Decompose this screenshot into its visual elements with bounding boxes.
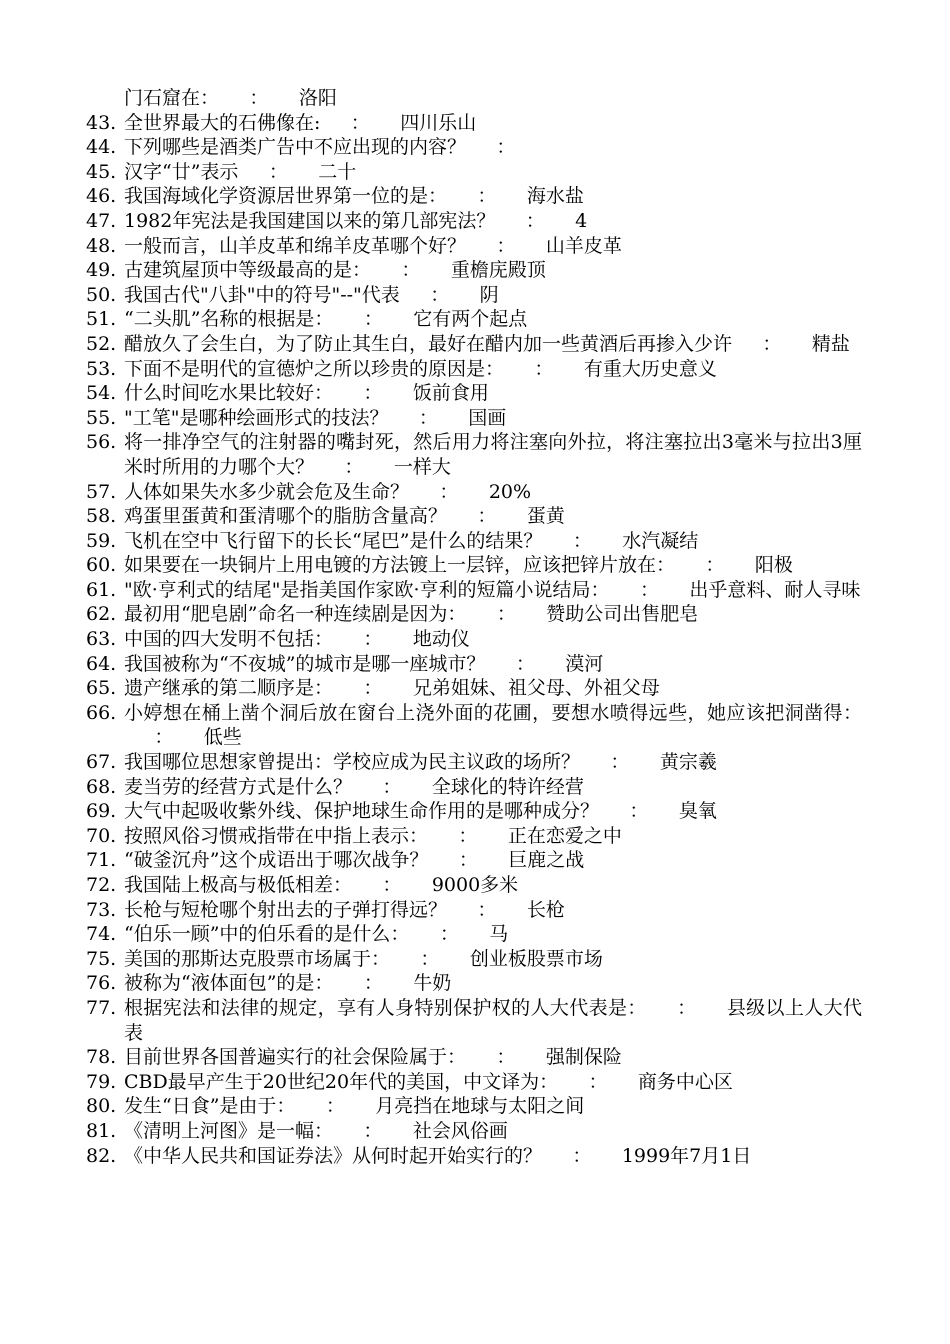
list-item	[86, 406, 862, 431]
answer-separator: ：	[762, 332, 782, 355]
item-number: 82.	[86, 1144, 117, 1167]
question-text: 醋放久了会生白，为了防止其生白，最好在醋内加一些黄酒后再掺入少许	[124, 332, 733, 355]
answer-separator: ：	[534, 357, 554, 380]
item-content	[124, 86, 862, 111]
answer-separator: ：	[363, 382, 383, 405]
answer-text: 洛阳	[298, 87, 337, 109]
question-text: 下列哪些是酒类广告中不应出现的内容？	[124, 136, 467, 159]
item-content	[124, 430, 862, 479]
item-number: 47.	[86, 209, 117, 232]
question-text: 古建筑屋顶中等级最高的是：	[124, 259, 372, 282]
item-content	[124, 627, 862, 652]
list-item	[86, 209, 862, 234]
question-text: 什么时间吃水果比较好：	[124, 382, 334, 405]
answer-separator: ：	[439, 480, 459, 503]
answer-text: 月亮挡在地球与太阳之间	[375, 1095, 585, 1118]
item-number: 58.	[86, 505, 117, 528]
item-content	[124, 184, 862, 209]
item-content	[124, 209, 862, 234]
question-text: 门石窟在：	[124, 87, 220, 109]
question-text: “伯乐一顾”中的伯乐看的是什么：	[124, 923, 410, 946]
item-content	[124, 1094, 862, 1119]
answer-text: 20%	[488, 480, 532, 503]
item-number: 71.	[86, 849, 117, 872]
question-text: 将一排净空气的注射器的嘴封死，然后用力将注塞向外拉，将注塞拉出3毫米与拉出3厘米时所用的力哪个大？	[124, 431, 862, 478]
answer-separator: ：	[572, 1144, 592, 1167]
item-content	[124, 602, 862, 627]
answer-text: 正在恋爱之中	[507, 824, 622, 847]
question-text: 发生“日食”是由于：	[124, 1095, 296, 1118]
answer-separator: ：	[639, 578, 659, 601]
item-content	[124, 111, 862, 136]
item-number: 51.	[86, 308, 117, 331]
answer-text: 长枪	[526, 898, 565, 921]
answer-separator: ：	[496, 234, 516, 257]
answer-text: 强制保险	[545, 1046, 622, 1069]
item-content	[124, 332, 862, 357]
item-number: 74.	[86, 923, 117, 946]
question-text: 小婷想在桶上凿个洞后放在窗台上浇外面的花圃，要想水喷得远些，她应该把洞凿得：	[124, 701, 862, 724]
answer-text: 商务中心区	[637, 1070, 733, 1093]
answer-text: 赞助公司出售肥皂	[546, 603, 699, 626]
answer-text: 出乎意料、耐人寻味	[689, 578, 861, 601]
question-text: 1982年宪法是我国建国以来的第几部宪法？	[124, 209, 496, 232]
item-number: 64.	[86, 652, 117, 675]
item-number: 50.	[86, 283, 117, 306]
answer-separator: ：	[363, 1119, 383, 1142]
answer-text: 创业板股票市场	[469, 947, 603, 970]
item-number: 61.	[86, 578, 117, 601]
item-number: 66.	[86, 701, 117, 724]
list-item	[86, 529, 862, 554]
item-number: 52.	[86, 332, 117, 355]
answer-separator: ：	[439, 923, 459, 946]
list-item	[86, 135, 862, 160]
item-number: 73.	[86, 898, 117, 921]
item-content	[124, 799, 862, 824]
answer-text: 阳极	[754, 554, 793, 577]
item-content	[124, 971, 862, 996]
list-item	[86, 160, 862, 185]
item-number: 44.	[86, 136, 117, 159]
question-text: 我国海域化学资源居世界第一位的是：	[124, 185, 448, 208]
answer-separator: ：	[350, 111, 370, 134]
item-number: 56.	[86, 431, 117, 454]
answer-text: 4	[575, 209, 588, 232]
answer-separator: ：	[363, 972, 383, 995]
item-number: 79.	[86, 1070, 117, 1093]
list-item	[86, 553, 862, 578]
answer-separator: ：	[572, 529, 592, 552]
list-item	[86, 258, 862, 283]
answer-text: 山羊皮革	[545, 234, 622, 257]
question-text: 人体如果失水多少就会危及生命？	[124, 480, 410, 503]
answer-text: 马	[489, 923, 509, 946]
answer-text: 漠河	[565, 652, 604, 675]
list-item	[86, 332, 862, 357]
question-text: "欧·亨利式的结尾"是指美国作家欧·亨利的短篇小说结局：	[124, 578, 610, 601]
list-item	[86, 996, 862, 1045]
question-text: 最初用“肥皂剧”命名一种连续剧是因为：	[124, 603, 467, 626]
item-number: 65.	[86, 677, 117, 700]
item-number: 76.	[86, 972, 117, 995]
item-content	[124, 406, 862, 431]
question-text: 遗产继承的第二顺序是：	[124, 677, 334, 700]
list-item	[86, 701, 862, 750]
item-number: 60.	[86, 554, 117, 577]
answer-separator: ：	[677, 996, 697, 1019]
answer-separator: ：	[154, 726, 174, 749]
list-item	[86, 676, 862, 701]
answer-text: 水汽凝结	[622, 529, 699, 552]
item-content	[124, 775, 862, 800]
answer-separator: ：	[363, 628, 383, 651]
item-content	[124, 848, 862, 873]
item-number: 49.	[86, 259, 117, 282]
answer-text: 海水盐	[526, 185, 584, 208]
answer-separator: ：	[344, 455, 364, 478]
item-number: 67.	[86, 751, 117, 774]
question-text: 美国的那斯达克股票市场属于：	[124, 947, 391, 970]
item-content	[124, 135, 862, 160]
list-item	[86, 504, 862, 529]
question-text: 中国的四大发明不包括：	[124, 628, 334, 651]
answer-separator: ：	[525, 209, 545, 232]
answer-separator: ：	[477, 505, 497, 528]
question-text: 《中华人民共和国证券法》从何时起开始实行的？	[124, 1144, 543, 1167]
item-content	[124, 357, 862, 382]
question-text: 下面不是明代的宣德炉之所以珍贵的原因是：	[124, 357, 505, 380]
item-number: 57.	[86, 480, 117, 503]
list-item	[86, 1070, 862, 1095]
question-text: 汉字“廿”表示	[124, 160, 239, 183]
answer-separator: ：	[477, 898, 497, 921]
list-item	[86, 922, 862, 947]
list-item	[86, 775, 862, 800]
item-content	[124, 504, 862, 529]
item-content	[124, 1144, 862, 1169]
list-item	[86, 234, 862, 259]
answer-text: 它有两个起点	[413, 308, 528, 331]
answer-separator: ：	[496, 1046, 516, 1069]
question-text: 目前世界各国普遍实行的社会保险属于：	[124, 1046, 467, 1069]
answer-text: 黄宗羲	[659, 751, 717, 774]
answer-text: 9000多米	[431, 874, 519, 896]
list-item	[86, 898, 862, 923]
question-text: 《清明上河图》是一幅：	[124, 1119, 334, 1142]
item-content	[124, 922, 862, 947]
answer-separator: ：	[382, 874, 402, 896]
question-list	[86, 86, 862, 1168]
item-content	[124, 750, 862, 775]
list-item	[86, 86, 862, 111]
item-number: 69.	[86, 800, 117, 823]
answer-separator: ：	[496, 603, 516, 626]
answer-text: 牛奶	[413, 972, 452, 995]
list-item	[86, 578, 862, 603]
question-text: 被称为“液体面包”的是：	[124, 972, 334, 995]
list-item	[86, 307, 862, 332]
answer-separator: ：	[458, 824, 478, 847]
answer-text: 有重大历史意义	[583, 357, 717, 380]
answer-separator: ：	[629, 800, 649, 823]
list-item	[86, 1045, 862, 1070]
answer-separator: ：	[610, 751, 630, 774]
item-content	[124, 480, 862, 505]
item-content	[124, 1045, 862, 1070]
answer-text: 社会风俗画	[412, 1119, 508, 1142]
item-content	[124, 701, 862, 750]
question-text: “二头肌”名称的根据是：	[124, 308, 334, 331]
answer-separator: ：	[401, 259, 421, 282]
question-text: CBD最早产生于20世纪20年代的美国，中文译为：	[124, 1070, 559, 1093]
answer-separator: ：	[268, 160, 288, 183]
item-number: 78.	[86, 1046, 117, 1069]
item-number: 45.	[86, 160, 117, 183]
answer-text: 蛋黄	[526, 505, 565, 528]
list-item	[86, 381, 862, 406]
item-content	[124, 676, 862, 701]
answer-text: 兄弟姐妹、祖父母、外祖父母	[412, 677, 660, 700]
item-number: 75.	[86, 947, 117, 970]
answer-text: 臭氧	[678, 800, 717, 823]
item-number: 77.	[86, 996, 117, 1019]
question-text: "工笔"是哪种绘画形式的技法？	[124, 406, 389, 429]
answer-text: 精盐	[811, 332, 850, 355]
answer-separator: ：	[477, 185, 497, 208]
answer-text: 重檐庑殿顶	[450, 259, 546, 282]
answer-text: 地动仪	[412, 628, 470, 651]
item-content	[124, 1119, 862, 1144]
item-number: 62.	[86, 603, 117, 626]
list-item	[86, 750, 862, 775]
answer-text: 县级以上人大代表	[124, 996, 862, 1044]
item-content	[124, 824, 862, 849]
item-number: 68.	[86, 775, 117, 798]
answer-separator: ：	[249, 87, 269, 109]
list-item	[86, 627, 862, 652]
item-content	[124, 578, 862, 603]
question-text: 根据宪法和法律的规定，享有人身特别保护权的人大代表是：	[124, 996, 647, 1019]
list-item	[86, 480, 862, 505]
item-number: 70.	[86, 824, 117, 847]
answer-text: 饭前食用	[412, 382, 489, 405]
question-text: 我国被称为“不夜城”的城市是哪一座城市？	[124, 652, 486, 675]
list-item	[86, 848, 862, 873]
answer-separator: ：	[418, 406, 438, 429]
answer-separator: ：	[496, 136, 516, 159]
list-item	[86, 357, 862, 382]
list-item	[86, 824, 862, 849]
list-item	[86, 1144, 862, 1169]
item-content	[124, 652, 862, 677]
list-item	[86, 799, 862, 824]
answer-separator: ：	[363, 677, 383, 700]
item-number: 53.	[86, 357, 117, 380]
answer-text: 四川乐山	[400, 111, 477, 134]
question-text: 我国古代"八卦"中的符号"--"代表	[124, 283, 400, 306]
list-item	[86, 111, 862, 136]
item-number: 80.	[86, 1095, 117, 1118]
question-text: 大气中起吸收紫外线、保护地球生命作用的是哪种成分？	[124, 800, 600, 823]
answer-separator: ：	[363, 308, 383, 331]
answer-separator: ：	[430, 283, 450, 306]
answer-separator: ：	[588, 1070, 608, 1093]
question-text: 长枪与短枪哪个射出去的子弹打得远？	[124, 898, 448, 921]
item-content	[124, 160, 862, 185]
answer-separator: ：	[458, 849, 478, 872]
answer-text: 二十	[318, 160, 357, 183]
question-text: 麦当劳的经营方式是什么？	[124, 775, 353, 798]
answer-text: 低些	[203, 726, 242, 749]
list-item	[86, 283, 862, 308]
question-text: 按照风俗习惯戒指带在中指上表示：	[124, 824, 429, 847]
item-number: 59.	[86, 529, 117, 552]
list-item	[86, 1094, 862, 1119]
answer-text: 1999年7月1日	[621, 1144, 752, 1167]
item-number: 43.	[86, 111, 117, 134]
item-content	[124, 947, 862, 972]
item-content	[124, 234, 862, 259]
item-number: 54.	[86, 382, 117, 405]
question-text: 我国哪位思想家曾提出：学校应成为民主议政的场所？	[124, 751, 581, 774]
list-item	[86, 1119, 862, 1144]
answer-separator: ：	[382, 775, 402, 798]
list-item	[86, 184, 862, 209]
item-number: 72.	[86, 874, 117, 896]
question-text: 一般而言，山羊皮革和绵羊皮革哪个好？	[124, 234, 467, 257]
item-number: 46.	[86, 185, 117, 208]
answer-text: 一样大	[393, 455, 451, 478]
answer-separator: ：	[705, 554, 725, 577]
question-text: “破釜沉舟”这个成语出于哪次战争？	[124, 849, 429, 872]
item-number: 55.	[86, 406, 117, 429]
item-content	[124, 1070, 862, 1095]
item-content	[124, 258, 862, 283]
list-item	[86, 971, 862, 996]
answer-text: 阴	[479, 283, 499, 306]
list-item	[86, 602, 862, 627]
answer-text: 全球化的特许经营	[431, 775, 584, 798]
item-content	[124, 529, 862, 554]
item-content	[124, 996, 862, 1045]
item-content	[124, 307, 862, 332]
answer-separator: ：	[420, 947, 440, 970]
answer-separator: ：	[325, 1095, 345, 1118]
item-content	[124, 553, 862, 578]
item-content	[124, 898, 862, 923]
question-text: 飞机在空中飞行留下的长长“尾巴”是什么的结果？	[124, 529, 543, 552]
item-number: 81.	[86, 1119, 117, 1142]
list-item	[86, 430, 862, 479]
list-item	[86, 873, 862, 898]
question-text: 全世界最大的石佛像在:	[124, 111, 321, 134]
item-number: 48.	[86, 234, 117, 257]
question-text: 如果要在一块铜片上用电镀的方法镀上一层锌，应该把锌片放在：	[124, 554, 676, 577]
answer-text: 巨鹿之战	[508, 849, 585, 872]
answer-text: 国画	[468, 406, 507, 429]
item-number: 63.	[86, 628, 117, 651]
answer-separator: ：	[515, 652, 535, 675]
item-content	[124, 873, 862, 898]
item-content	[124, 283, 862, 308]
question-text: 鸡蛋里蛋黄和蛋清哪个的脂肪含量高？	[124, 505, 448, 528]
list-item	[86, 652, 862, 677]
question-text: 我国陆上极高与极低相差：	[124, 874, 353, 896]
item-content	[124, 381, 862, 406]
list-item	[86, 947, 862, 972]
